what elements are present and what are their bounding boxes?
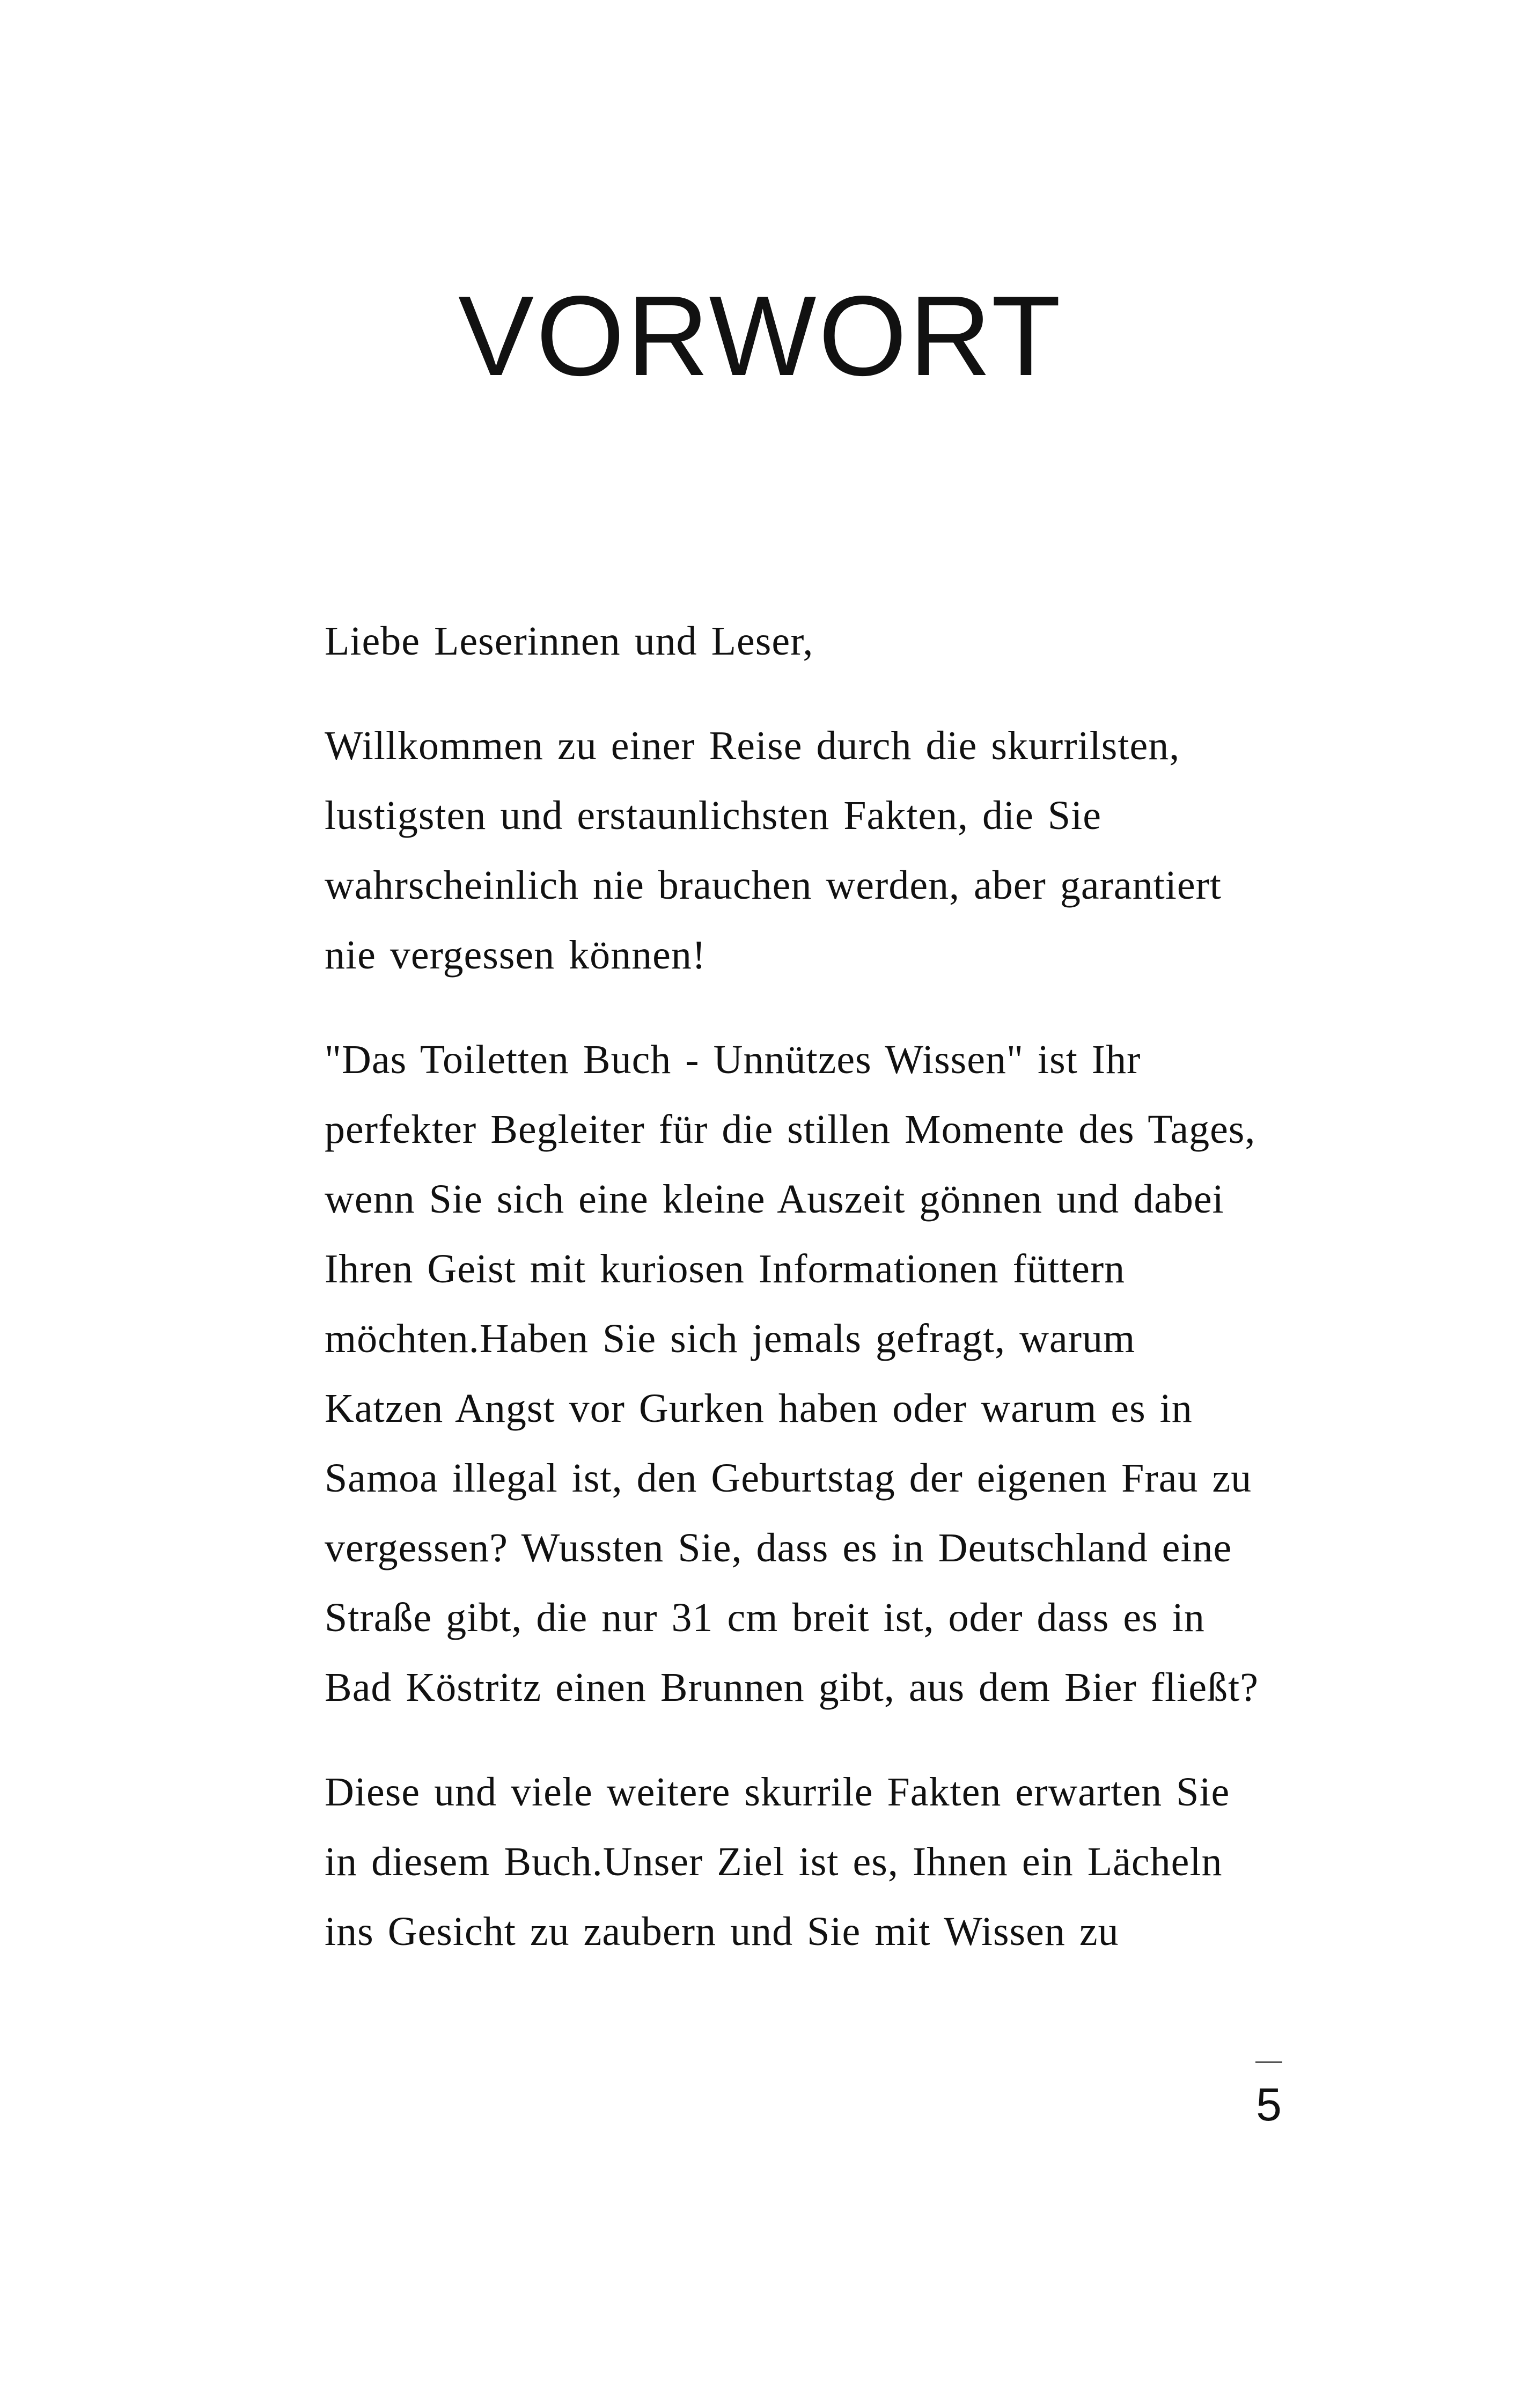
paragraph-line: Samoa illegal ist, den Geburtstag der eigenen Frau zu	[325, 1456, 1252, 1501]
paragraph	[325, 711, 1301, 990]
paragraph-line: Willkommen zu einer Reise durch die skurrilsten,	[325, 723, 1180, 768]
paragraph-line: wenn Sie sich eine kleine Auszeit gönnen und dabei	[325, 1177, 1224, 1222]
page-title: VORWORT	[458, 272, 1063, 399]
paragraph-line: vergessen? Wussten Sie, dass es in Deutschland eine	[325, 1525, 1232, 1570]
paragraph-line: möchten.Haben Sie sich jemals gefragt, warum	[325, 1316, 1136, 1361]
paragraph-line: Diese und viele weitere skurrile Fakten erwarten Sie	[325, 1770, 1230, 1815]
page-number-rule	[1255, 2061, 1282, 2063]
paragraph	[325, 1757, 1301, 1966]
paragraph-line: Katzen Angst vor Gurken haben oder warum es in	[325, 1386, 1193, 1431]
paragraph-line: wahrscheinlich nie brauchen werden, aber garantiert	[325, 863, 1222, 908]
paragraph-line: lustigsten und erstaunlichsten Fakten, die Sie	[325, 793, 1102, 838]
paragraph-line: Ihren Geist mit kuriosen Informationen füttern	[325, 1246, 1126, 1291]
paragraph-line: "Das Toiletten Buch - Unnützes Wissen" ist Ihr	[325, 1037, 1141, 1082]
paragraph-line: Straße gibt, die nur 31 cm breit ist, oder dass es in	[325, 1595, 1205, 1640]
paragraph-line: nie vergessen können!	[325, 933, 707, 978]
paragraph-line: Bad Köstritz einen Brunnen gibt, aus dem Bier fließt?	[325, 1665, 1259, 1710]
paragraph-line: perfekter Begleiter für die stillen Momente des Tages,	[325, 1107, 1256, 1152]
paragraph-line: ins Gesicht zu zaubern und Sie mit Wissen zu	[325, 1909, 1119, 1954]
paragraph	[325, 1025, 1301, 1722]
body-text	[325, 606, 1301, 2001]
paragraph-line: in diesem Buch.Unser Ziel ist es, Ihnen ein Lächeln	[325, 1839, 1223, 1884]
salutation: Liebe Leserinnen und Leser,	[325, 619, 814, 664]
page-number: 5	[1256, 2079, 1282, 2131]
